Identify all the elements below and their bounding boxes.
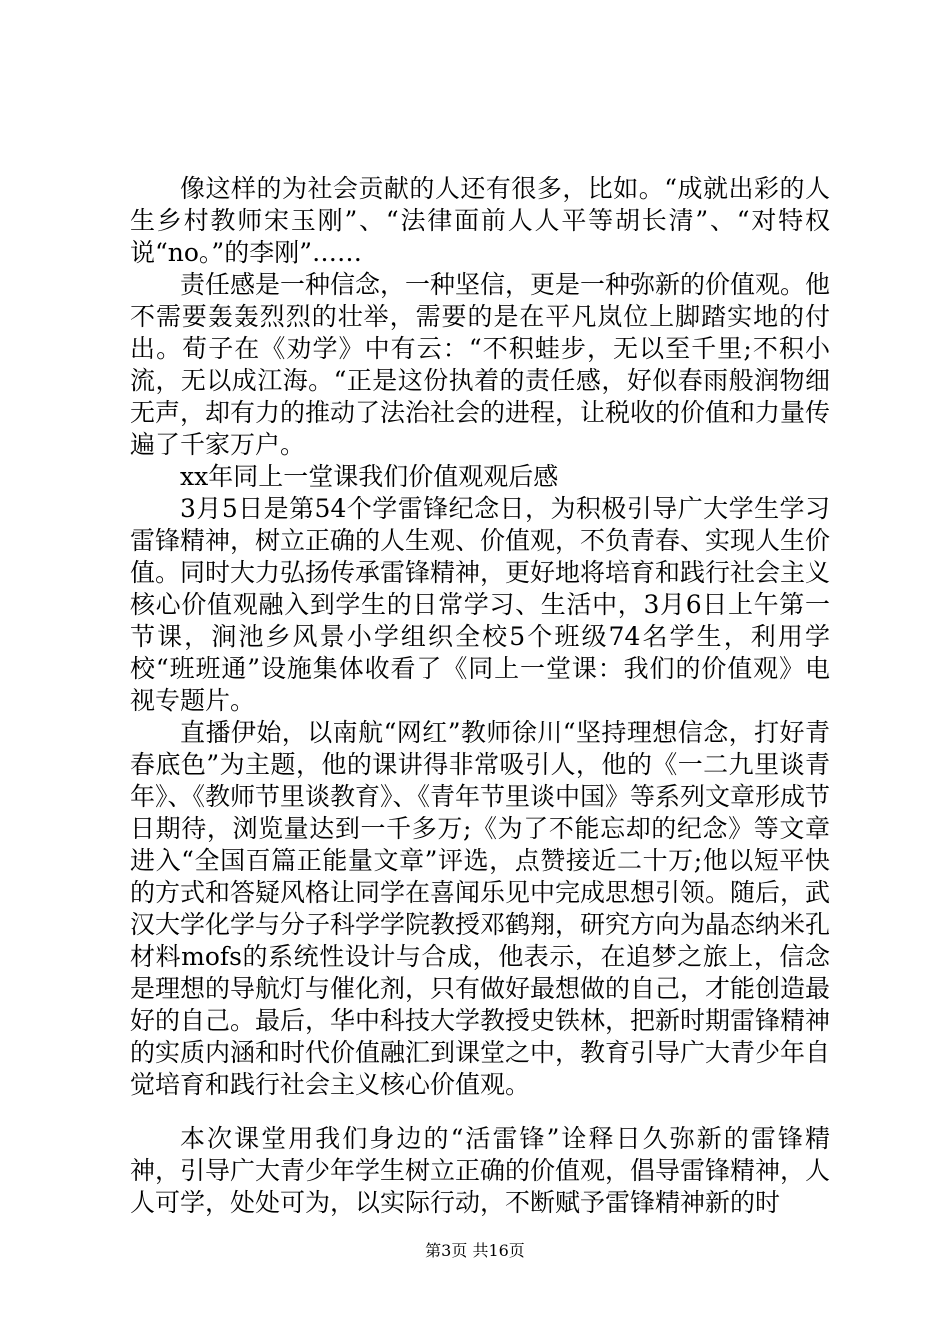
paragraph-4: 直播伊始，以南航“网红”教师徐川“坚持理想信念，打好青春底色”为主题，他的课讲得非常吸引人，他的《一二九里谈青年》、《教师节里谈教育》、《青年节里谈中国》等系列文章形成节日期待，浏览量达到一千多万;《为了不能忘却的纪念》等文章进入“全国百篇正能量文章”评选，点赞接近二十万;他以短平快的方式和答疑风格让同学在喜闻乐见中完成思想引领。随后，武汉大学化学与分子科学学院教授邓鹤翔，研究方向为晶态纳米孔材料mofs的系统性设计与合成，他表示，在追梦之旅上，信念是理想的导航灯与催化剂，只有做好最想做的自己，才能创造最好的自己。最后，华中科技大学教授史铁林，把新时期雷锋精神的实质内涵和时代价值融汇到课堂之中，教育引导广大青少年自觉培育和践行社会主义核心价值观。 <box>130 718 831 1099</box>
page-footer: 第3页 共16页 <box>425 1241 525 1260</box>
paragraph-1: 像这样的为社会贡献的人还有很多，比如。“成就出彩的人生乡村教师宋玉刚”、“法律面前人人平等胡长清”、“对特权说“no。”的李刚”…… <box>130 174 830 267</box>
section-heading: xx年同上一堂课我们价值观观后感 <box>180 462 559 491</box>
document-body <box>130 173 830 1219</box>
paragraph-5: 本次课堂用我们身边的“活雷锋”诠释日久弥新的雷锋精神，引导广大青少年学生树立正确的价值观，倡导雷锋精神，人人可学，处处可为，以实际行动，不断赋予雷锋精神新的时 <box>130 1124 831 1217</box>
paragraph-3: 3月5日是第54个学雷锋纪念日，为积极引导广大学生学习雷锋精神，树立正确的人生观、价值观，不负青春、实现人生价值。同时大力弘扬传承雷锋精神，更好地将培育和践行社会主义核心价值观融入到学生的日常学习、生活中，3月6日上午第一节课，涧池乡风景小学组织全校5个班级74名学生，利用学校“班班通”设施集体收看了《同上一堂课：我们的价值观》电视专题片。 <box>130 494 831 715</box>
paragraph-2: 责任感是一种信念，一种坚信，更是一种弥新的价值观。他不需要轰轰烈烈的壮举，需要的是在平凡岚位上脚踏实地的付出。荀子在《劝学》中有云：“不积蛙步，无以至千里;不积小流，无以成江海。“正是这份执着的责任感，好似春雨般润物细无声，却有力的推动了法治社会的进程，让税收的价值和力量传遍了千家万户。 <box>130 270 831 459</box>
